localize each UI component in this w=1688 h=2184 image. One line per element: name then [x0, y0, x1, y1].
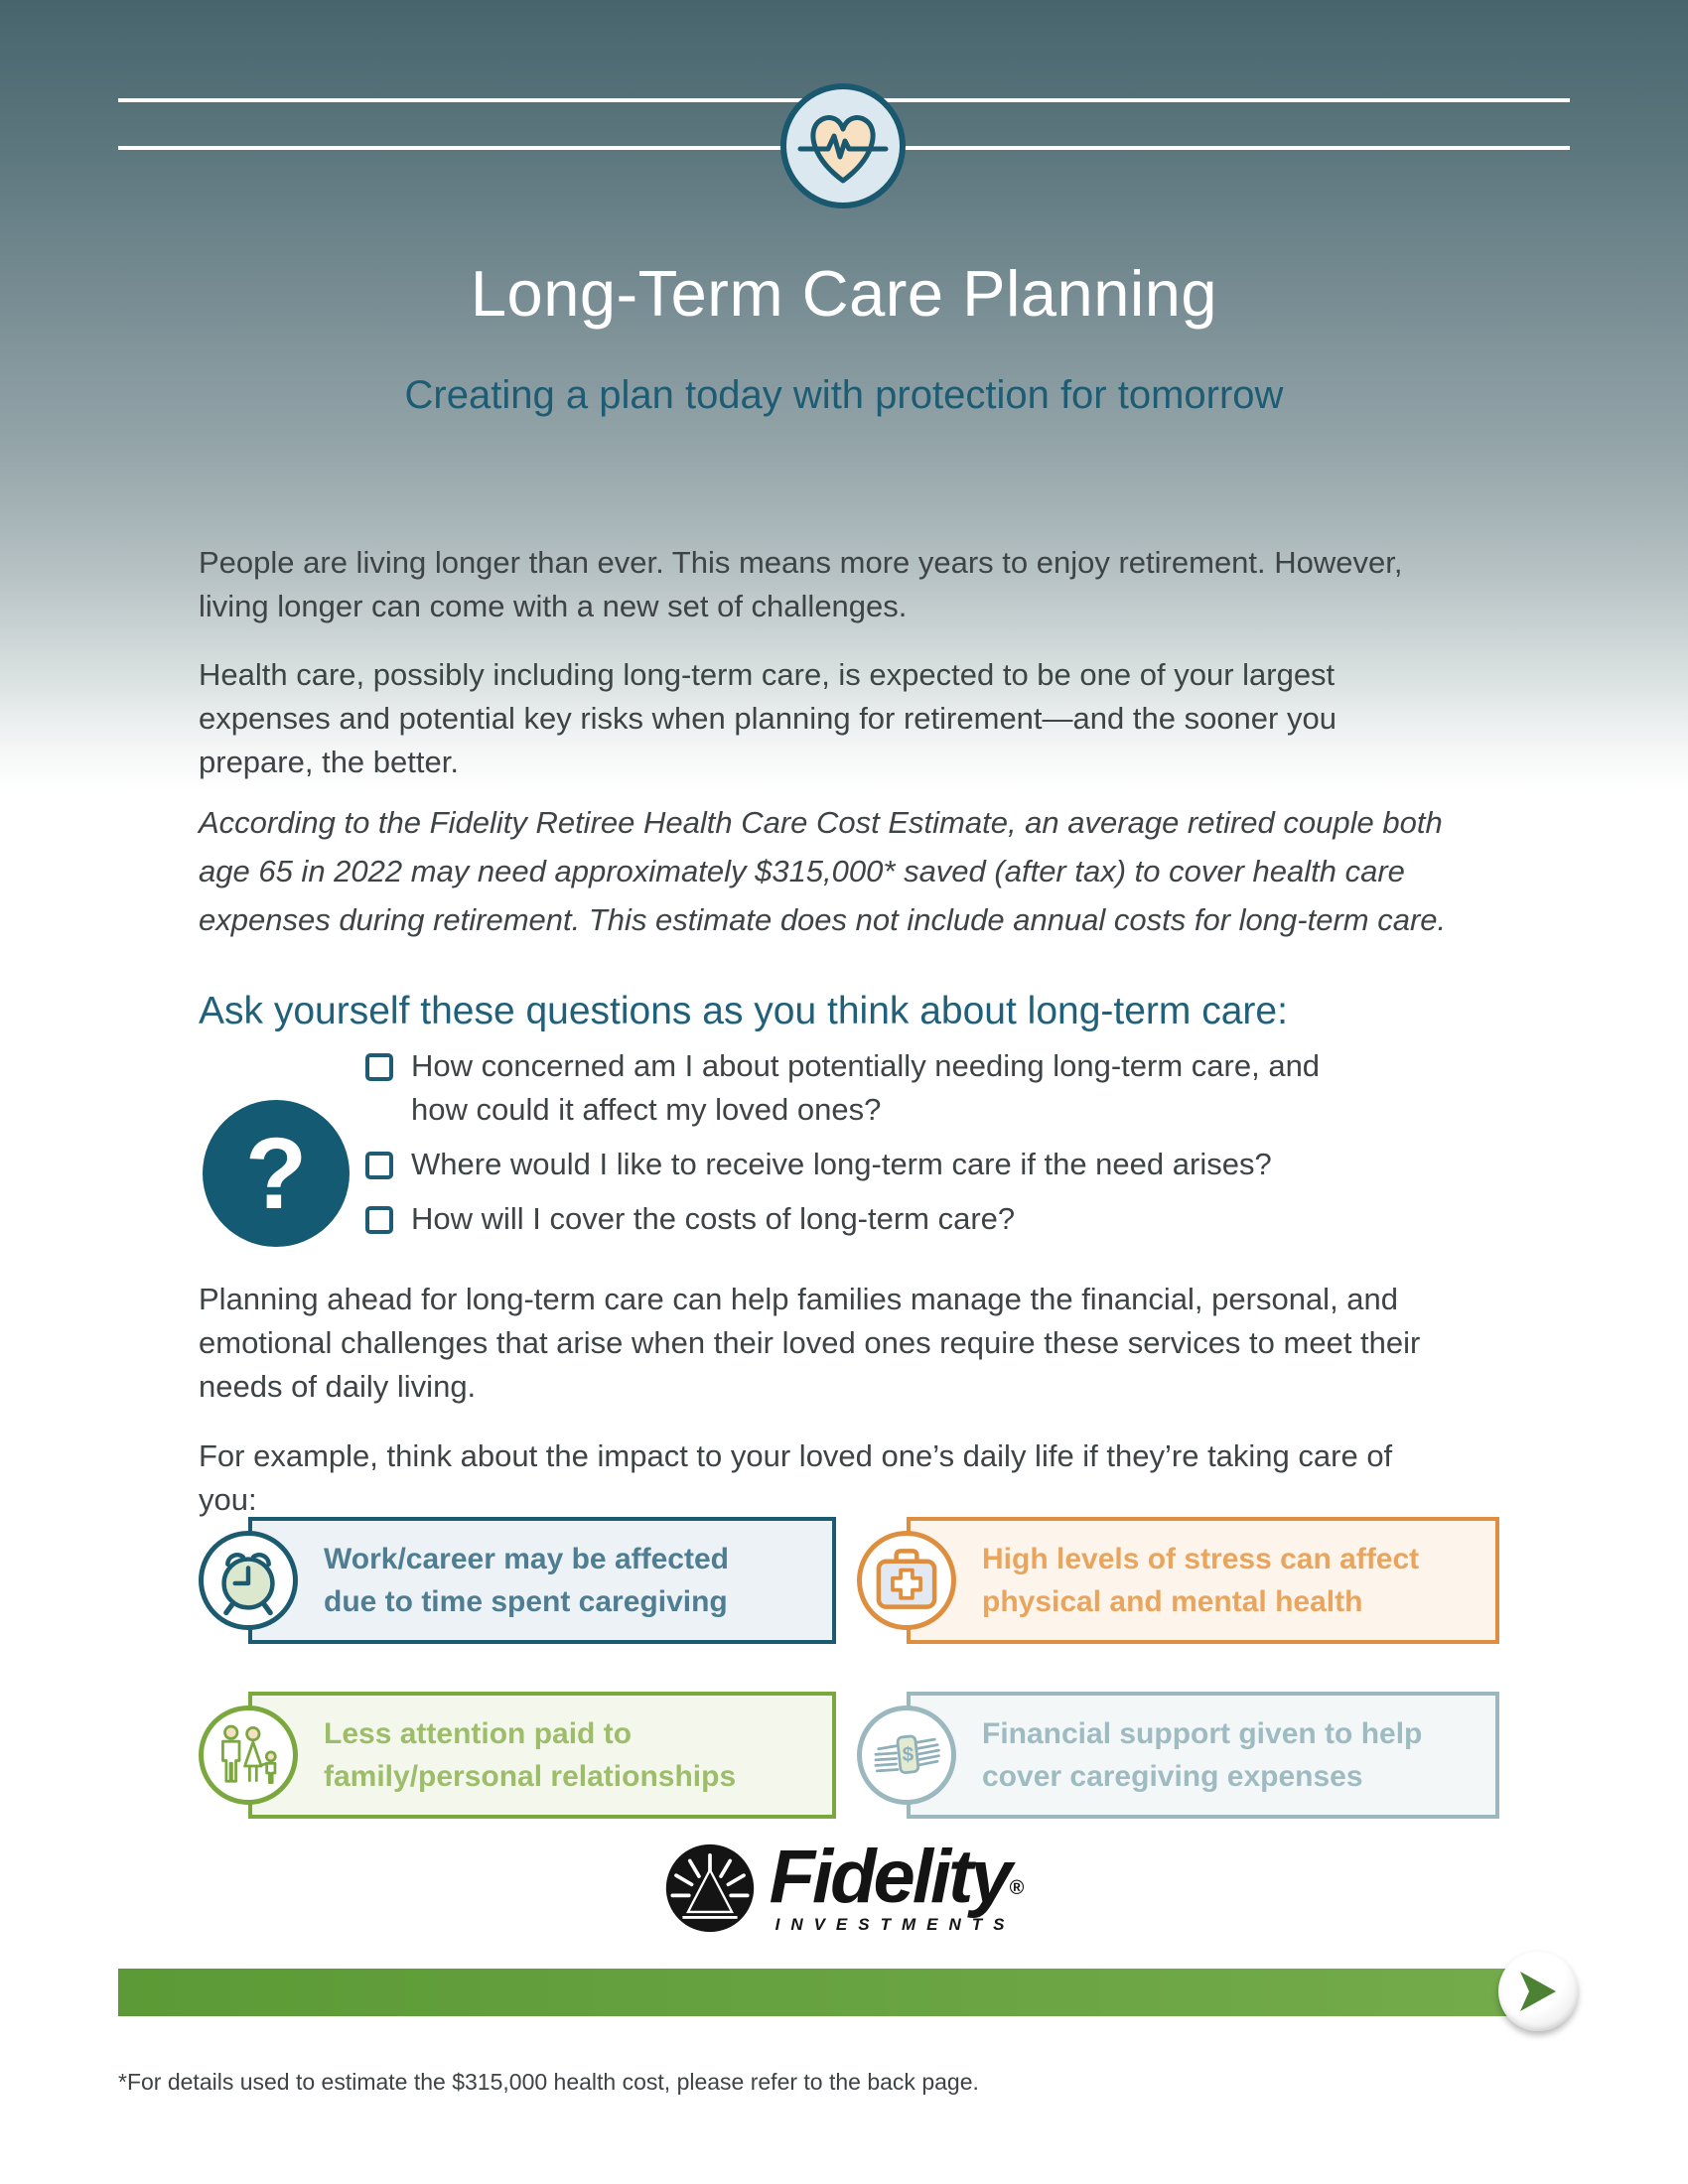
pager-bar	[118, 1969, 1528, 2016]
checkbox-icon	[365, 1053, 393, 1081]
checkbox-icon	[365, 1152, 393, 1179]
intro-paragraph-2: Health care, possibly including long-term care, is expected to be one of your largest expenses and potential key risks when planning for retirement—and the sooner you prepare, the better.	[199, 657, 1336, 779]
impact-card-stress	[907, 1517, 1499, 1644]
impact-card-work	[248, 1517, 836, 1644]
first-aid-kit-icon	[857, 1531, 956, 1630]
estimate-note: According to the Fidelity Retiree Health Care Cost Estimate, an average retired couple both age 65 in 2022 may need approximately $315,000* saved (after tax) to cover health care expenses during retirement. This estimate does not include annual costs for long-term care.	[199, 805, 1447, 937]
question-text: How will I cover the costs of long-term care?	[411, 1201, 1016, 1236]
fidelity-pyramid-icon	[664, 1843, 756, 1934]
card-label: Financial support given to help cover caregiving expenses	[982, 1717, 1423, 1793]
intro-paragraph-1: People are living longer than ever. This means more years to enjoy retirement. However, living longer can come with a new set of challenges.	[199, 545, 1403, 623]
planning-paragraph: Planning ahead for long-term care can help families manage the financial, personal, and emotional challenges that arise when their loved ones require these services to meet their needs of daily living.	[199, 1282, 1421, 1404]
fidelity-investments-label: INVESTMENTS	[774, 1914, 1016, 1934]
card-label: Less attention paid to family/personal relationships	[324, 1717, 737, 1793]
checkbox-icon	[365, 1206, 393, 1234]
svg-text:$: $	[902, 1743, 914, 1767]
next-page-button[interactable]	[1498, 1952, 1578, 2031]
list-item	[365, 1143, 1368, 1186]
alarm-clock-icon	[199, 1531, 298, 1630]
question-text: Where would I like to receive long-term care if the need arises?	[411, 1147, 1272, 1181]
card-label: High levels of stress can affect physical and mental health	[982, 1543, 1420, 1618]
list-item	[365, 1044, 1368, 1132]
page-subtitle: Creating a plan today with protection for tomorrow	[404, 373, 1284, 417]
registered-mark: ®	[1009, 1877, 1025, 1899]
question-mark-icon: ?	[203, 1100, 350, 1247]
impact-card-family	[248, 1692, 836, 1819]
fidelity-wordmark: Fidelity® INVESTMENTS	[769, 1835, 1025, 1934]
heart-pulse-icon	[778, 81, 908, 210]
arrow-right-icon	[1518, 1970, 1558, 2013]
fidelity-logo	[0, 1835, 1688, 1935]
family-icon	[199, 1706, 298, 1805]
list-item	[365, 1197, 1368, 1241]
page-title: Long-Term Care Planning	[470, 257, 1218, 330]
questions-list	[365, 1044, 1368, 1252]
example-lead: For example, think about the impact to your loved one’s daily life if they’re taking care of you:	[199, 1438, 1393, 1517]
questions-heading: Ask yourself these questions as you think about long-term care:	[199, 990, 1288, 1032]
impact-card-financial	[902, 1692, 1499, 1819]
money-stack-icon	[857, 1706, 956, 1805]
footnote: *For details used to estimate the $315,000 health cost, please refer to the back page.	[118, 2069, 979, 2095]
question-text: How concerned am I about potentially needing long-term care, and how could it affect my loved ones?	[411, 1048, 1321, 1127]
card-label: Work/career may be affected due to time spent caregiving	[324, 1543, 729, 1618]
